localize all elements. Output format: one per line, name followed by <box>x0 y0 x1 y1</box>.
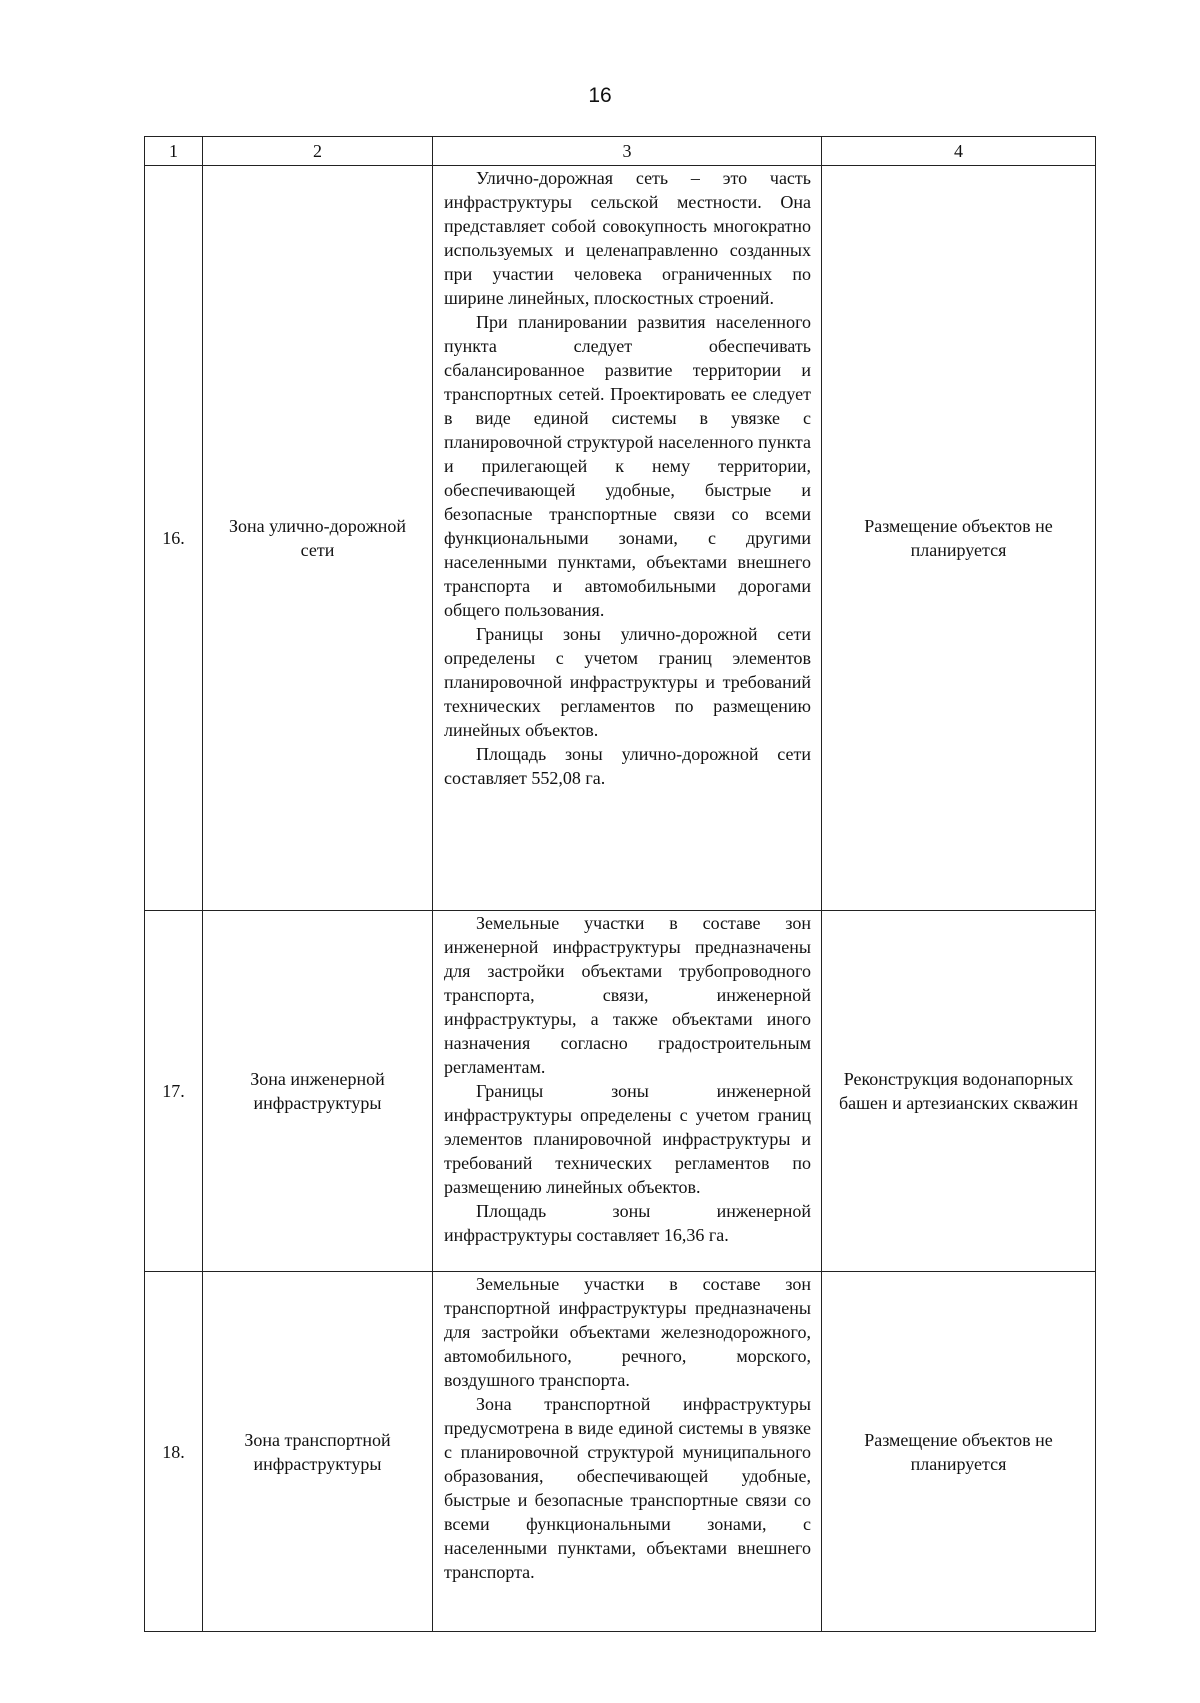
zone-name: Зона инженерной инфраструктуры <box>203 911 433 1272</box>
zone-name: Зона транспортной инфраструктуры <box>203 1272 433 1632</box>
description-paragraph: Земельные участки в составе зон транспортной инфраструктуры предназначены для застройки объектами железнодорожного, автомобильного, речного, морского, воздушного транспорта. <box>444 1274 811 1390</box>
zone-plans: Размещение объектов не планируется <box>822 1272 1096 1632</box>
zone-name: Зона улично-дорожной сети <box>203 166 433 911</box>
description-paragraph: Площадь зоны улично-дорожной сети составляет 552,08 га. <box>444 744 811 788</box>
zone-plans: Реконструкция водонапорных башен и артезианских скважин <box>822 911 1096 1272</box>
row-number: 16. <box>145 166 203 911</box>
zone-description <box>433 166 822 911</box>
zone-description <box>433 911 822 1272</box>
table-row <box>145 1272 1096 1632</box>
description-paragraph: Улично-дорожная сеть – это часть инфраструктуры сельской местности. Она представляет собой совокупность многократно используемых и целенаправленно созданных при участии человека ограниченных по ширине линейных, плоскостных строений. <box>444 168 811 308</box>
table-header-row <box>145 137 1096 166</box>
header-cell: 2 <box>203 137 433 166</box>
zones-table <box>144 136 1096 1632</box>
row-number: 18. <box>145 1272 203 1632</box>
zone-plans: Размещение объектов не планируется <box>822 166 1096 911</box>
page-number: 16 <box>588 84 612 107</box>
description-paragraph: Площадь зоны инженерной инфраструктуры составляет 16,36 га. <box>444 1201 811 1245</box>
description-paragraph: Зона транспортной инфраструктуры предусмотрена в виде единой системы в увязке с планировочной структурой муниципального образования, обеспечивающей удобные, быстрые и безопасные транспортные связи со всеми функциональными зонами, с населенными пунктами, объектами внешнего транспорта. <box>444 1394 811 1582</box>
header-cell: 4 <box>822 137 1096 166</box>
row-number: 17. <box>145 911 203 1272</box>
table-row <box>145 166 1096 911</box>
header-cell: 1 <box>145 137 203 166</box>
description-paragraph: При планировании развития населенного пункта следует обеспечивать сбалансированное развитие территории и транспортных сетей. Проектировать ее следует в виде единой системы в увязке с планировочной структурой населенного пункта и прилегающей к нему территории, обеспечивающей удобные, быстрые и безопасные транспортные связи со всеми функциональными зонами, с другими населенными пунктами, объектами внешнего транспорта и автомобильными дорогами общего пользования. <box>444 312 811 620</box>
description-paragraph: Земельные участки в составе зон инженерной инфраструктуры предназначены для застройки объектами трубопроводного транспорта, связи, инженерной инфраструктуры, а также объектами иного назначения согласно градостроительным регламентам. <box>444 913 811 1077</box>
zone-description <box>433 1272 822 1632</box>
description-paragraph: Границы зоны улично-дорожной сети определены с учетом границ элементов планировочной инфраструктуры и требований технических регламентов по размещению линейных объектов. <box>444 624 811 740</box>
table-row <box>145 911 1096 1272</box>
header-cell: 3 <box>433 137 822 166</box>
description-paragraph: Границы зоны инженерной инфраструктуры определены с учетом границ элементов планировочной инфраструктуры и требований технических регламентов по размещению линейных объектов. <box>444 1081 811 1197</box>
